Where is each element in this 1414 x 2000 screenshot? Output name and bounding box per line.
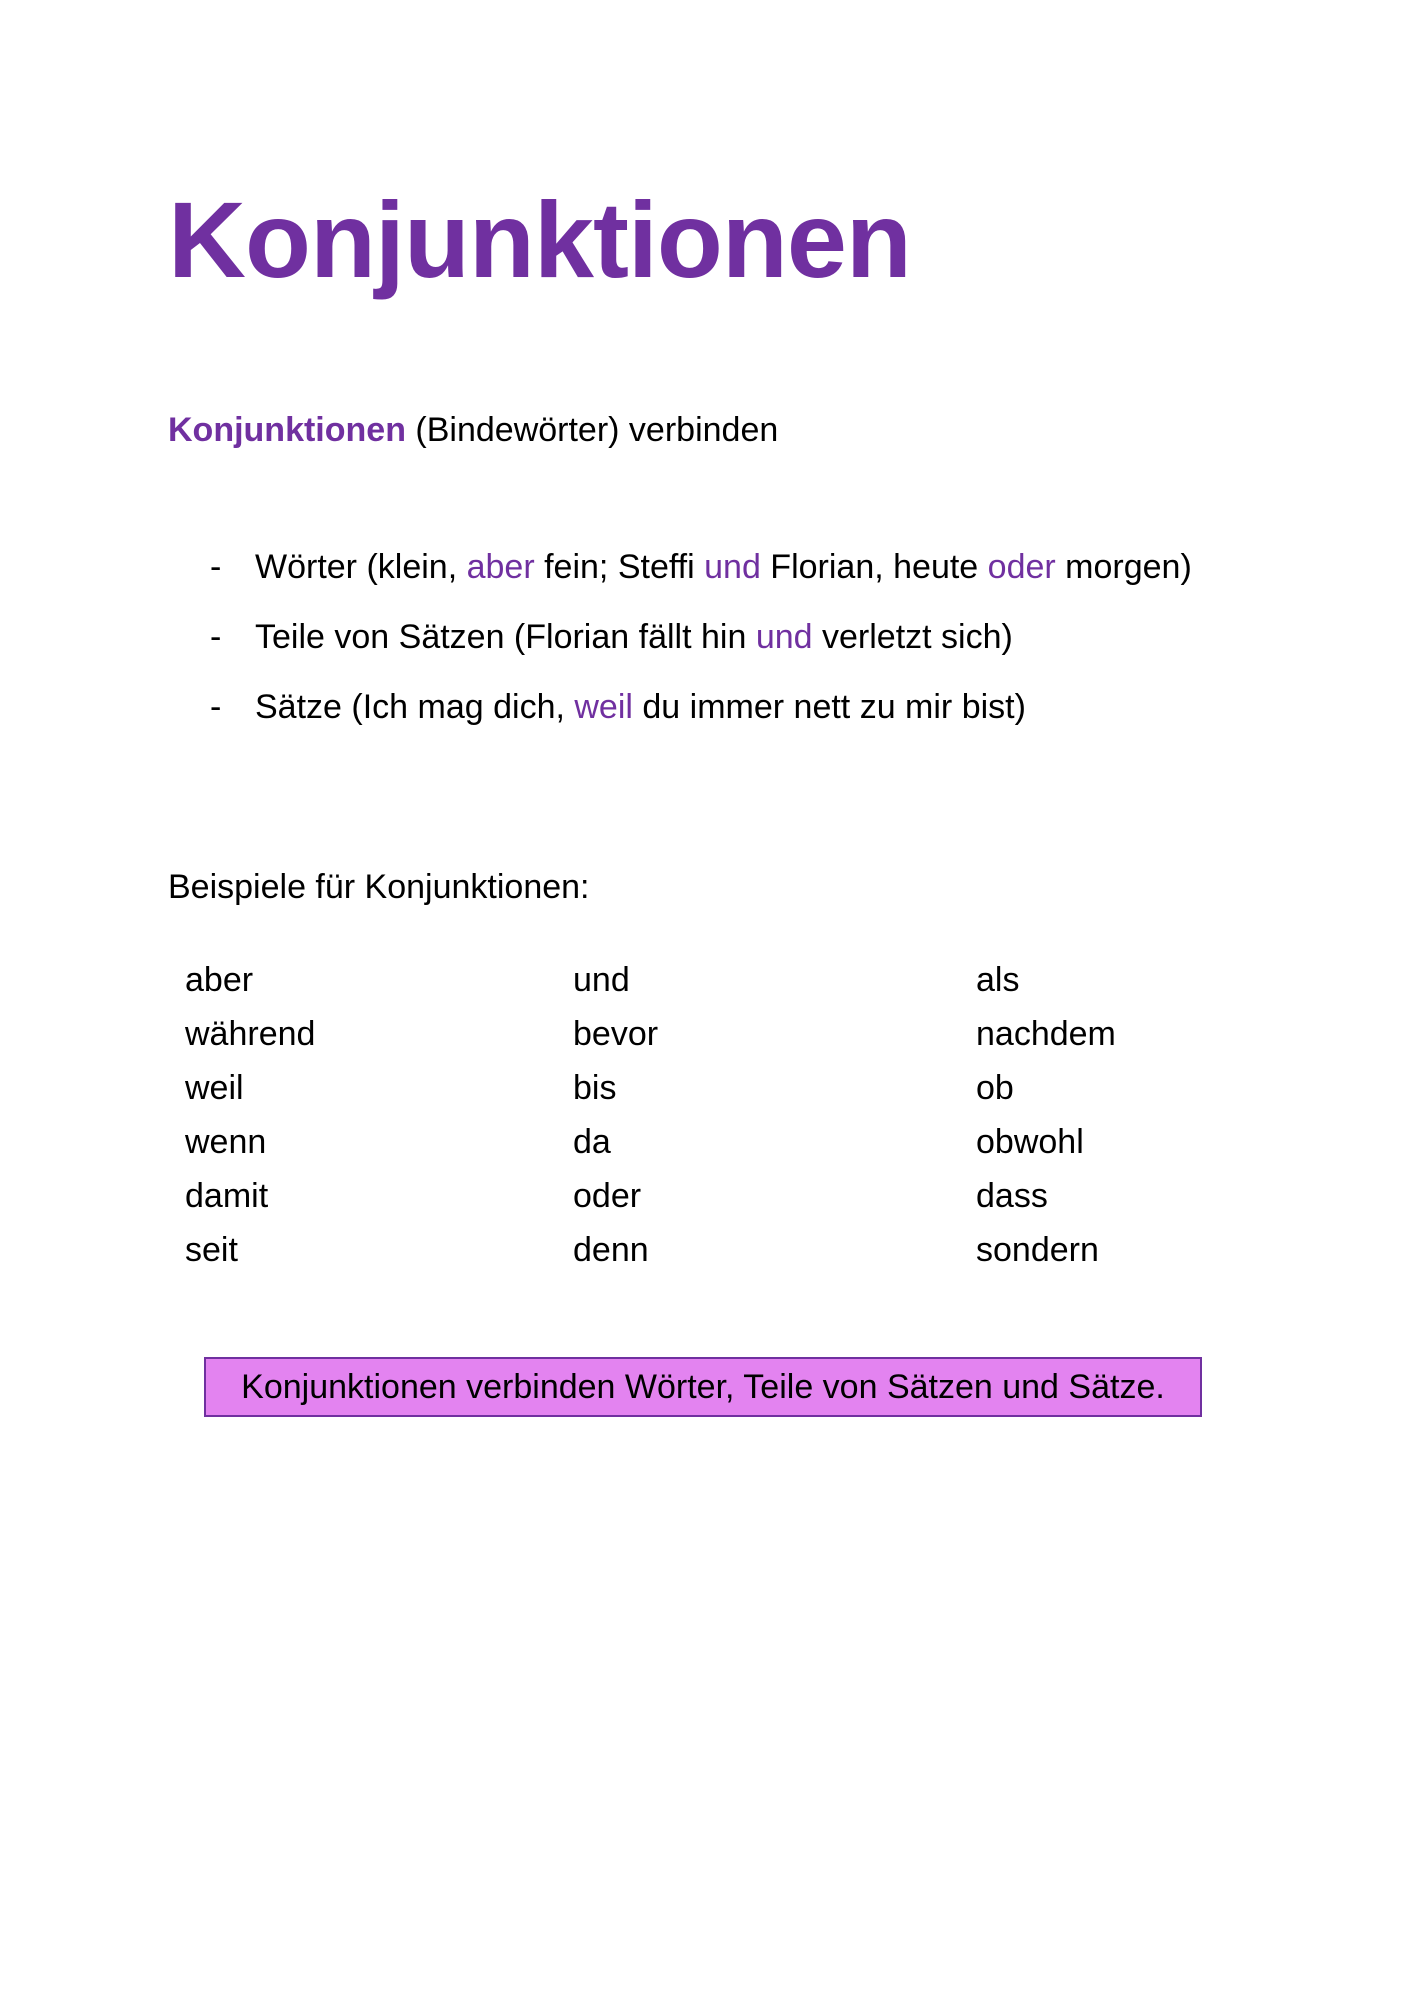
usage-text: Florian, heute	[760, 548, 988, 586]
conjunction-word: während	[185, 1015, 316, 1053]
usage-text: du immer nett zu mir bist)	[632, 688, 1026, 726]
conjunction-highlight: und	[755, 618, 813, 656]
conjunction-word: wenn	[185, 1123, 267, 1161]
intro-paragraph	[168, 408, 778, 452]
usage-text: Sätze (Ich mag dich,	[255, 688, 575, 726]
conjunction-word: als	[976, 961, 1020, 999]
usage-text: verletzt sich)	[812, 618, 1013, 656]
bullet-dash: -	[210, 688, 222, 726]
conjunction-highlight: weil	[574, 688, 633, 726]
conjunction-word: weil	[185, 1069, 244, 1107]
usage-item-words	[210, 545, 1192, 615]
conjunction-word: seit	[185, 1231, 238, 1269]
conjunction-word: denn	[573, 1231, 649, 1269]
conjunction-highlight: aber	[466, 548, 535, 586]
conjunction-highlight: oder	[987, 548, 1056, 586]
examples-heading: Beispiele für Konjunktionen:	[168, 868, 590, 906]
conjunction-word: da	[573, 1123, 611, 1161]
usage-text: Teile von Sätzen (Florian fällt hin	[255, 618, 756, 656]
conjunction-word: bis	[573, 1069, 617, 1107]
page-title: Konjunktionen	[168, 179, 911, 300]
summary-box	[204, 1357, 1202, 1417]
usage-list	[210, 545, 1192, 755]
conjunction-word: bevor	[573, 1015, 659, 1053]
intro-text: (Bindewörter) verbinden	[405, 411, 779, 449]
conjunction-word: dass	[976, 1177, 1048, 1215]
conjunction-word: sondern	[976, 1231, 1099, 1269]
word-column-1	[185, 953, 315, 1277]
usage-text: fein; Steffi	[534, 548, 705, 586]
usage-item-sentences	[210, 685, 1192, 755]
conjunction-word-grid	[185, 953, 1215, 1273]
conjunction-word: obwohl	[976, 1123, 1084, 1161]
word-column-2	[573, 953, 658, 1277]
conjunction-highlight: und	[704, 548, 761, 586]
usage-text: morgen)	[1055, 548, 1192, 586]
word-column-3	[976, 953, 1116, 1277]
intro-term: Konjunktionen	[168, 411, 406, 449]
bullet-dash: -	[210, 618, 222, 656]
conjunction-word: aber	[185, 961, 254, 999]
conjunction-word: damit	[185, 1177, 269, 1215]
conjunction-word: oder	[573, 1177, 642, 1215]
usage-item-sentence-parts	[210, 615, 1192, 685]
usage-text: Wörter (klein,	[255, 548, 467, 586]
bullet-dash: -	[210, 548, 222, 586]
conjunction-word: ob	[976, 1069, 1014, 1107]
conjunction-word: und	[573, 961, 630, 999]
summary-text: Konjunktionen verbinden Wörter, Teile von Sätzen und Sätze.	[241, 1367, 1165, 1406]
conjunction-word: nachdem	[976, 1015, 1116, 1053]
